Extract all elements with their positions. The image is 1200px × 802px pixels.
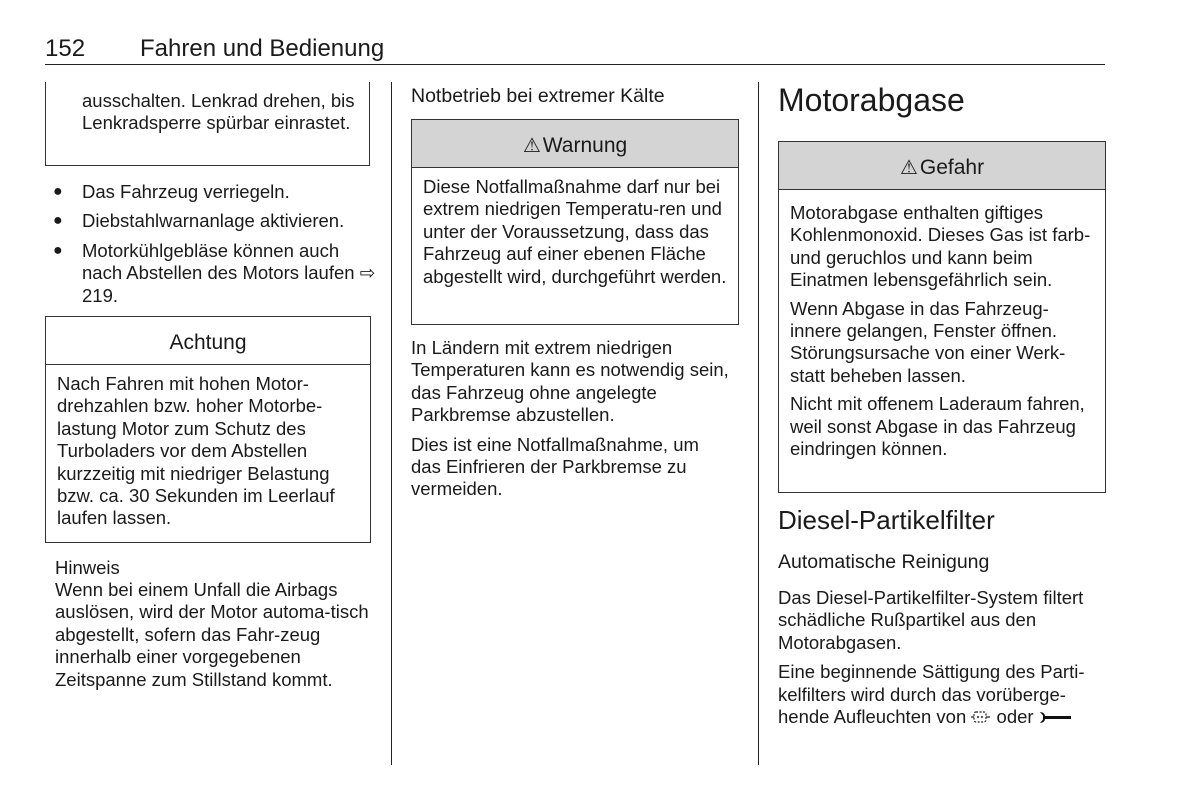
page-reference-icon: ⇨: [359, 262, 376, 284]
list-item: [45, 181, 380, 203]
hinweis-text: Wenn bei einem Unfall die Airbags auslösen, wird der Motor automa-tisch abgestellt, sofern das Fahr-zeug innerhalb einer vorgegebenen Zeitspanne zum Stillstand kommt.: [55, 579, 369, 690]
page-reference[interactable]: 219.: [82, 284, 119, 306]
paragraph-text: oder: [996, 706, 1034, 728]
paragraph: Wenn Abgase in das Fahrzeug-innere gelangen, Fenster öffnen. Störungsursache von einer Werk-statt beheben lassen.: [790, 297, 1066, 386]
achtung-body: Nach Fahren mit hohen Motor-drehzahlen bzw. hoher Motorbe-lastung Motor zum Schutz des Turboladers vor dem Abstellen kurzzeitig mit niedriger Belastung bzw. ca. 30 Sekunden im Leerlauf laufen lassen.: [57, 373, 335, 529]
gefahr-box: [778, 141, 1106, 493]
warning-triangle-icon: ⚠: [522, 135, 541, 157]
warning-triangle-icon: ⚠: [899, 157, 918, 179]
paragraph: Das Diesel-Partikelfilter-System filtert schädliche Rußpartikel aus den Motorabgasen.: [778, 587, 1084, 653]
section-heading: Diesel-Partikelfilter: [778, 505, 995, 535]
sub-heading: Automatische Reinigung: [778, 551, 990, 573]
chapter-heading: Motorabgase: [778, 82, 965, 118]
paragraph: [778, 661, 1110, 730]
list-item-text: Das Fahrzeug verriegeln.: [82, 181, 290, 202]
warnung-box: [411, 119, 739, 325]
list-item: [45, 240, 380, 307]
header-rule: [45, 64, 1105, 65]
dpf-indicator-icon: [971, 708, 991, 730]
wrench-icon: [1039, 707, 1073, 729]
paragraph: Nicht mit offenem Laderaum fahren, weil sonst Abgase in das Fahrzeug eindringen können.: [790, 393, 1085, 460]
column-divider: [758, 82, 759, 765]
warnung-body: Diese Notfallmaßnahme darf nur bei extrem niedrigen Temperatu-ren und unter der Voraussetzung, dass das Fahrzeug auf einer ebenen Fläche abgestellt wird, durchgeführt werden.: [423, 176, 727, 287]
section-title: Fahren und Bedienung: [140, 35, 385, 62]
gefahr-title: Gefahr: [919, 156, 985, 179]
continued-box-text: ausschalten. Lenkrad drehen, bis Lenkradsperre spürbar einrastet.: [82, 90, 355, 134]
achtung-box: [45, 316, 371, 543]
continued-box: [45, 82, 370, 166]
paragraph: Motorabgase enthalten giftiges Kohlenmonoxid. Dieses Gas ist farb- und geruchlos und kann beim Einatmen lebensgefährlich sein.: [790, 202, 1091, 291]
warnung-title: Warnung: [542, 134, 628, 157]
achtung-title: Achtung: [46, 317, 370, 365]
hinweis-title: Hinweis: [55, 557, 120, 578]
paragraph: In Ländern mit extrem niedrigen Temperaturen kann es notwendig sein, das Fahrzeug ohne angelegte Parkbremse abzustellen.: [411, 337, 729, 426]
bullet-icon: ●: [53, 241, 63, 259]
paragraph-text: Eine beginnende Sättigung des Parti-kelfilters wird durch das vorüberge-hende Aufleuchten von: [778, 661, 1085, 728]
list-item: [45, 210, 380, 232]
section-heading: Notbetrieb bei extremer Kälte: [411, 85, 665, 107]
column-divider: [391, 82, 392, 765]
paragraph: Dies ist eine Notfallmaßnahme, um das Einfrieren der Parkbremse zu vermeiden.: [411, 433, 699, 500]
list-item-text: Motorkühlgebläse können auch nach Abstellen des Motors laufen: [82, 239, 355, 284]
warnung-header: [412, 120, 738, 168]
gefahr-header: [779, 142, 1105, 190]
gefahr-body: [779, 190, 1105, 460]
col3-text: [778, 587, 1110, 737]
col2-text: [411, 337, 731, 508]
bullet-icon: ●: [53, 212, 63, 230]
list-item-text: Diebstahlwarnanlage aktivieren.: [82, 210, 345, 232]
bullet-list: [45, 181, 380, 314]
page-number: 152: [45, 35, 86, 62]
bullet-icon: ●: [53, 183, 63, 200]
